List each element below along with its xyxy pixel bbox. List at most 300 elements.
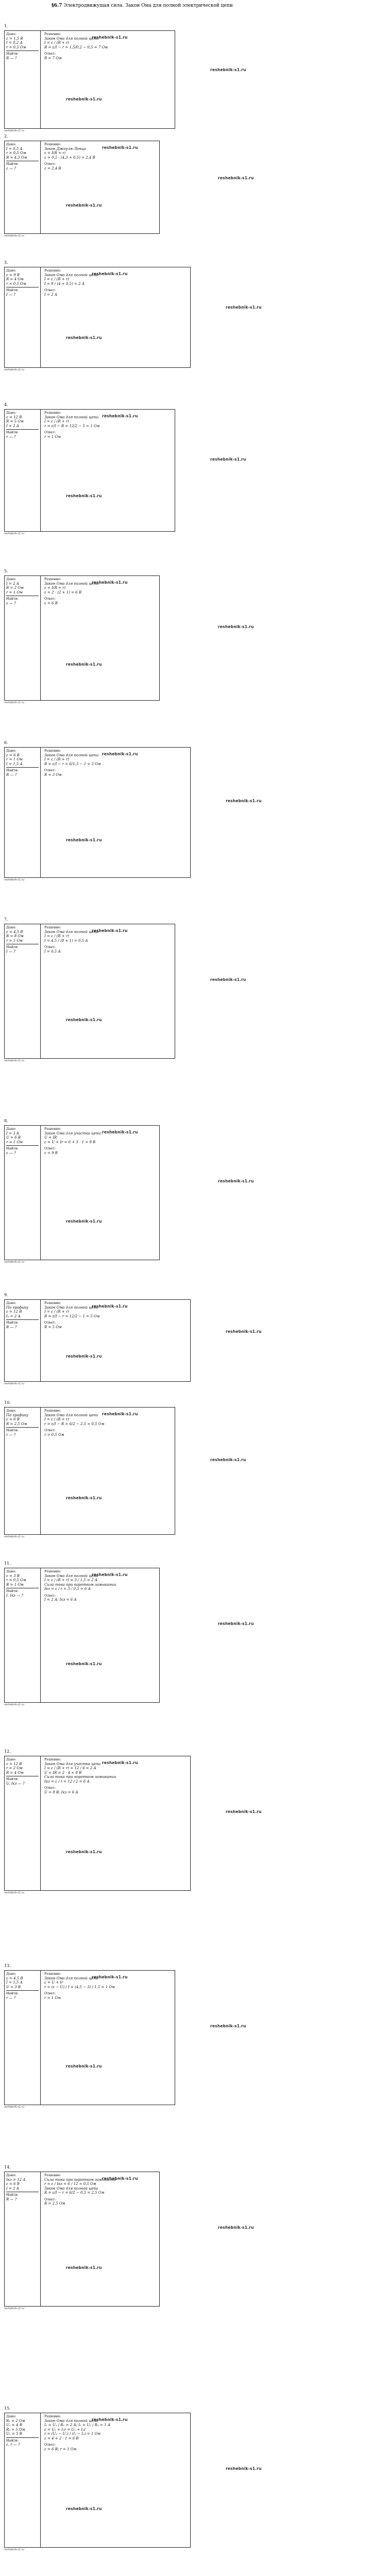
watermark: reshebnik-s1.ru [218,2225,254,2230]
find-header: Найти: [6,430,19,434]
problem-number: 6. [4,740,8,745]
given-column [5,748,41,877]
solution-box [4,1299,191,1382]
given-item: I = 1,5 А [6,761,23,766]
answer-header: Ответ: [44,2197,56,2201]
given-item: U₁ = 4 В [6,2423,22,2427]
given-column [5,141,41,233]
watermark: reshebnik-s1.ru [210,977,246,982]
watermark: reshebnik-s1.ru [66,1018,102,1022]
solution-line: I = ε / (R + r) = 12 / 6 = 2 А [44,1766,96,1770]
answer-section [44,52,171,60]
solution-header: Решение: [44,32,61,36]
answer-value: ε = 9 В [44,1150,58,1155]
watermark: reshebnik-s1.ru [210,1458,246,1462]
given-column [5,2413,41,2547]
solution-line: ε = 2 · (2 + 1) = 6 В [44,590,82,595]
watermark: reshebnik-s1.ru [66,2064,102,2069]
solution-line: I = ε / (R + r) [44,277,70,281]
solution-line: I = ε / (R + r) [44,1310,70,1314]
solution-box [4,1568,160,1703]
watermark: reshebnik-s1.ru [92,35,128,40]
find-section [6,287,39,297]
watermark: reshebnik-s1.ru [226,799,262,803]
given-item: R = 4 Ом [6,1770,24,1775]
given-column [5,1568,41,1702]
given-header: Дано: [6,1972,16,1976]
solution-line: Закон Ома для полной цепи [44,2418,98,2423]
given-item: ε = 4,5 В [6,929,23,934]
solution-box [4,2172,160,2307]
solution-line: I₁ = U₁ / R₁ = 2 А; I₂ = U₂ / R₂ = 1 А [44,2423,111,2427]
answer-value: ε = 6 В [44,601,58,605]
problem [4,1400,365,1538]
problem [4,569,365,704]
problem [4,2406,365,2551]
answer-header: Ответ: [44,430,56,434]
given-item: U = 6 В [6,1136,21,1140]
watermark: reshebnik-s1.ru [226,2466,262,2471]
watermark: reshebnik-s1.ru [66,203,102,208]
given-item: По графику [6,1305,28,1310]
solution-line: ε = U + Ir [44,1980,63,1985]
watermark-small: reshebnik-s1.ru [4,2548,24,2551]
solution-line: ε = U + Ir = 6 + 3 · 1 = 9 В [44,1140,96,1144]
solution-line: Сила тока при коротком замыкании [44,2177,116,2182]
solution-line: Закон Ома для полной цепи [44,1573,98,1578]
watermark: reshebnik-s1.ru [92,928,128,933]
solution-line: Закон Ома для полной цепи: [44,581,99,586]
solution-header: Решение: [44,411,61,415]
find-section [6,1776,39,1786]
watermark-small: reshebnik-s1.ru [4,129,24,132]
find-section [6,50,39,60]
answer-value: ε = 2,4 В [44,166,61,171]
answer-header: Ответ: [44,1146,56,1150]
given-header: Дано: [6,2414,16,2418]
solution-header: Решение: [44,577,61,581]
answer-section [44,597,156,605]
find-item: R — ? [6,56,17,60]
find-item: U, Iкз — ? [6,1781,25,1786]
watermark: reshebnik-s1.ru [210,2024,246,2028]
find-header: Найти: [6,1428,19,1432]
given-header: Дано: [6,1127,16,1131]
solution-line: Закон Ома для участка цепи: [44,1131,102,1136]
given-column [5,267,41,367]
watermark: reshebnik-s1.ru [226,1329,262,1334]
solution-header: Решение: [44,142,61,146]
problem [4,402,365,535]
answer-section [44,162,156,171]
solution-line: r = ε/I − R = 6/2 − 2,5 = 0,5 Ом [44,1421,105,1426]
problem-number: 13. [4,1963,11,1968]
given-item: I = 0,5 А [6,146,23,151]
given-header: Дано: [6,2173,16,2177]
solution-column [43,576,157,700]
watermark: reshebnik-s1.ru [102,1130,138,1134]
solution-column [43,748,188,877]
watermark: reshebnik-s1.ru [66,2265,102,2270]
given-header: Дано: [6,1301,16,1305]
find-header: Найти: [6,945,19,949]
given-header: Дано: [6,1569,16,1573]
answer-header: Ответ: [44,1320,56,1325]
solution-column [43,924,173,1058]
problem [4,2165,365,2310]
watermark: reshebnik-s1.ru [102,2176,138,2181]
problem-number: 2. [4,134,8,139]
watermark: reshebnik-s1.ru [218,176,254,180]
given-item: R = 8 Ом [6,934,24,938]
watermark: reshebnik-s1.ru [102,1760,138,1765]
find-section [6,2437,39,2447]
watermark: reshebnik-s1.ru [218,624,254,629]
given-header: Дано: [6,749,16,753]
watermark: reshebnik-s1.ru [92,1304,128,1309]
solution-line: ε = 0,5 · (4,3 + 0,5) = 2,4 В [44,155,95,160]
solution-column [43,267,188,367]
answer-value: R = 2,5 Ом [44,2201,65,2206]
solution-line: Закон Ома для полной цепи [44,1976,98,1980]
solution-header: Решение: [44,1301,61,1305]
watermark: reshebnik-s1.ru [210,457,246,462]
watermark-small: reshebnik-s1.ru [4,532,24,535]
problem [4,1293,365,1385]
solution-line: Закон Ома для полной цепи: [44,36,99,41]
problem-number: 5. [4,569,8,573]
given-item: I = 2 А [6,581,20,586]
find-item: I — ? [6,292,15,297]
solution-line: Сила тока при коротком замыкании [44,1582,116,1587]
find-header: Найти: [6,2438,19,2443]
find-section [6,429,39,439]
solution-line: ε = 4 + 2 · 1 = 6 В [44,2436,79,2441]
solution-box [4,30,175,129]
solution-line: I = ε / (R + r) [44,934,70,938]
solution-header: Решение: [44,925,61,929]
find-section [6,767,39,777]
given-item: R = 5 Ом [6,419,24,423]
solution-box [4,924,175,1059]
solution-line: R = ε/I − r = 12/2 − 1 = 5 Ом [44,1314,100,1318]
given-header: Дано: [6,1409,16,1413]
solution-line: U = IR = 2 · 4 = 8 В [44,1770,82,1775]
find-section [6,1319,39,1329]
find-item: r — ? [6,1995,16,2000]
solution-column [43,1126,157,1260]
answer-header: Ответ: [44,288,56,292]
given-item: ε = 6 В [6,1417,20,1421]
solution-header: Решение: [44,2414,61,2418]
given-column [5,1756,41,1890]
solution-box [4,1756,191,1891]
find-section [6,944,39,954]
problem [4,1561,365,1706]
answer-value: r = 0,5 Ом [44,1432,64,1437]
solution-line: Закон Ома для полной цепи [44,1413,98,1417]
solution-box [4,409,175,532]
solution-box [4,747,191,878]
find-section [6,161,39,171]
watermark: reshebnik-s1.ru [66,335,102,340]
watermark: reshebnik-s1.ru [218,1621,254,1626]
given-item: Iкз = 12 А [6,2177,26,2182]
given-item: ε = 3 В [6,1573,20,1578]
solution-box [4,2413,191,2548]
watermark: reshebnik-s1.ru [226,1809,262,1814]
watermark-small: reshebnik-s1.ru [4,878,24,882]
find-item: r — ? [6,1432,16,1437]
answer-section [44,1146,156,1155]
answer-section [44,945,171,954]
find-header: Найти: [6,597,19,601]
find-item: ε — ? [6,166,16,171]
given-column [5,1408,41,1534]
problem-number: 9. [4,1293,8,1297]
solution-line: R = ε/I − r = 1,5/0,2 − 0,5 = 7 Ом [44,45,108,49]
answer-value: r = 1 Ом [44,1995,61,2000]
given-header: Дано: [6,32,16,36]
find-item: ε — ? [6,601,16,605]
find-section [6,1990,39,2000]
solution-line: ε = I(R + r) [44,151,66,155]
given-item: R = 1 Ом [6,1582,24,1587]
solution-header: Решение: [44,749,61,753]
answer-value: R = 3 Ом [44,772,62,777]
answer-value: U = 8 В; Iкз = 6 А [44,1790,78,1794]
given-item: ε = 9 В [6,273,20,277]
watermark: reshebnik-s1.ru [102,752,138,756]
watermark-small: reshebnik-s1.ru [4,1891,24,1894]
watermark: reshebnik-s1.ru [102,414,138,418]
given-item: R = 2 Ом [6,586,24,590]
section-number: §6.7 [52,3,62,8]
given-item: ε = 12 В [6,1310,22,1314]
answer-value: ε = 6 В; r = 1 Ом [44,2447,77,2451]
solution-line: I = ε / (R + r) = 3 / 1,5 = 2 А [44,1578,98,1582]
given-item: ε = 4,5 В [6,1976,23,1980]
given-item: R = 4 Ом [6,277,24,281]
solution-line: Сила тока при коротком замыкании [44,1775,116,1779]
solution-header: Решение: [44,1409,61,1413]
find-item: r — ? [6,434,16,439]
watermark: reshebnik-s1.ru [66,1662,102,1666]
given-item: I = 0,2 А [6,41,23,45]
solution-header: Решение: [44,1569,61,1573]
solution-box [4,1970,175,2105]
solution-header: Решение: [44,1127,61,1131]
solution-line: Закон Ома для полной цепи [44,1305,98,1310]
find-item: R — ? [6,772,17,777]
find-section [6,1588,39,1598]
find-header: Найти: [6,1146,19,1150]
solution-column [43,141,157,233]
find-header: Найти: [6,768,19,772]
solution-column [43,1971,173,2105]
problem-number: 11. [4,1561,11,1566]
given-item: r = 2 Ом [6,1766,23,1770]
watermark-small: reshebnik-s1.ru [4,2106,24,2109]
solution-line: I = ε / (R + r) [44,419,70,423]
solution-line: Закон Джоуля-Ленца [44,146,86,151]
given-header: Дано: [6,925,16,929]
given-item: r = 0,5 Ом [6,151,26,155]
answer-header: Ответ: [44,945,56,949]
watermark: reshebnik-s1.ru [66,1219,102,1224]
answer-value: I = 2 А; Iкз = 6 А [44,1598,77,1602]
answer-section [44,1991,171,2000]
find-header: Найти: [6,1777,19,1781]
find-section [6,2192,39,2201]
solution-line: Закон Ома для участка цепи [44,1761,101,1766]
solution-line: R = ε/I − r = 6/1,5 − 1 = 3 Ом [44,761,101,766]
given-item: I = 3 А [6,1131,20,1136]
watermark-small: reshebnik-s1.ru [4,701,24,704]
solution-column [43,31,173,128]
given-item: U = 3 В [6,1985,21,1989]
find-item: R — ? [6,2197,17,2201]
given-item: r = 1 Ом [6,938,23,943]
solution-line: Iкз = ε / r = 12 / 2 = 6 А [44,1779,90,1784]
solution-line: r = ε/I − R = 12/2 − 5 = 1 Ом [44,423,100,428]
solution-box [4,141,160,234]
solution-line: r = (U₂ − U₁) / (I₁ − I₂) = 1 Ом [44,2432,101,2436]
answer-header: Ответ: [44,597,56,601]
find-header: Найти: [6,1991,19,1995]
answer-header: Ответ: [44,2443,56,2447]
given-item: R = 2,5 Ом [6,1421,27,1426]
given-item: I = 2 А [6,2186,20,2191]
problem [4,1749,365,1894]
given-item: ε = 12 В [6,1761,22,1766]
given-header: Дано: [6,268,16,273]
solution-line: r = ε / Iкз = 6 / 12 = 0,5 Ом [44,2182,96,2186]
solution-column [43,1756,188,1890]
solution-line: Закон Ома для полной цепи: [44,273,99,277]
given-item: r = 0,5 Ом [6,281,26,286]
solution-line: Закон Ома для полной цепи [44,2186,98,2191]
answer-section [44,1594,156,1602]
given-item: ε = 6 В [6,753,20,757]
given-column [5,31,41,128]
answer-section [44,768,187,777]
watermark: reshebnik-s1.ru [66,2506,102,2511]
given-header: Дано: [6,1757,16,1761]
watermark: reshebnik-s1.ru [218,1179,254,1183]
solution-column [43,2413,188,2547]
answer-value: I = 0,5 А [44,949,61,954]
solution-box [4,267,191,368]
solution-box [4,575,160,701]
problem-number: 15. [4,2406,11,2411]
watermark-small: reshebnik-s1.ru [4,2307,24,2310]
watermark: reshebnik-s1.ru [102,1412,138,1416]
find-header: Найти: [6,2193,19,2197]
problem-number: 7. [4,917,8,922]
given-item: R₁ = 2 Ом [6,2418,25,2423]
solution-column [43,410,173,531]
given-item: R₂ = 5 Ом [6,2427,25,2432]
solution-line: I = ε / (R + r) [44,757,70,761]
find-item: ε — ? [6,1150,16,1155]
solution-line: Iкз = ε / r = 3 / 0,5 = 6 А [44,1587,91,1591]
find-header: Найти: [6,288,19,292]
answer-section [44,1428,171,1437]
answer-value: I = 2 А [44,292,58,297]
problem [4,740,365,882]
given-item: По графику [6,1413,28,1417]
find-section [6,1145,39,1155]
given-column [5,924,41,1058]
page-title [52,3,350,8]
given-item: I = 1,5 А [6,1980,23,1985]
solution-header: Решение: [44,1972,61,1976]
find-item: I, Iкз — ? [6,1593,24,1598]
solution-line: I = ε / (R + r) [44,1417,70,1421]
solution-column [43,1408,173,1534]
watermark: reshebnik-s1.ru [92,272,128,276]
problem [4,1118,365,1264]
solution-line: Закон Ома для полной цепи: [44,415,99,419]
problem-number: 12. [4,1749,11,1754]
given-header: Дано: [6,142,16,146]
problem [4,917,365,1062]
find-section [6,1427,39,1437]
given-column [5,1300,41,1381]
answer-value: r = 1 Ом [44,434,61,439]
answer-header: Ответ: [44,1593,56,1598]
section-title: Электродвижущая сила. Закон Ома для полной электрической цепи [63,3,233,8]
find-header: Найти: [6,1320,19,1325]
watermark: reshebnik-s1.ru [210,67,246,72]
watermark: reshebnik-s1.ru [92,1572,128,1577]
answer-section [44,2443,187,2451]
given-item: I = 2 А [6,423,20,428]
watermark-small: reshebnik-s1.ru [4,1535,24,1538]
solution-box [4,1407,175,1535]
answer-header: Ответ: [44,52,56,56]
given-column [5,576,41,700]
answer-header: Ответ: [44,1991,56,1995]
given-item: r = 0,5 Ом [6,45,26,49]
given-item: I₁ = 2 А [6,1314,21,1318]
solution-line: I = ε / (R + r) [44,41,70,45]
watermark-small: reshebnik-s1.ru [4,1261,24,1264]
solution-header: Решение: [44,268,61,273]
solution-line: Закон Ома для полной цепи: [44,753,99,757]
solution-box [4,1125,160,1260]
given-item: r = 1 Ом [6,1140,23,1144]
solution-line: Закон Ома для полной цепи: [44,929,99,934]
watermark: reshebnik-s1.ru [66,97,102,101]
problem-number: 4. [4,402,8,407]
find-header: Найти: [6,1589,19,1593]
answer-section [44,288,187,297]
watermark: reshebnik-s1.ru [226,305,262,310]
answer-value: R = 7 Ом [44,56,62,60]
answer-header: Ответ: [44,1428,56,1432]
given-item: r = 1 Ом [6,590,23,595]
given-item: r = 1 Ом [6,757,23,761]
find-section [6,596,39,605]
watermark: reshebnik-s1.ru [66,838,102,842]
answer-header: Ответ: [44,1786,56,1790]
find-item: ε, r — ? [6,2443,20,2447]
given-item: r = 0,5 Ом [6,1578,26,1582]
answer-header: Ответ: [44,162,56,166]
watermark-small: reshebnik-s1.ru [4,1382,24,1385]
